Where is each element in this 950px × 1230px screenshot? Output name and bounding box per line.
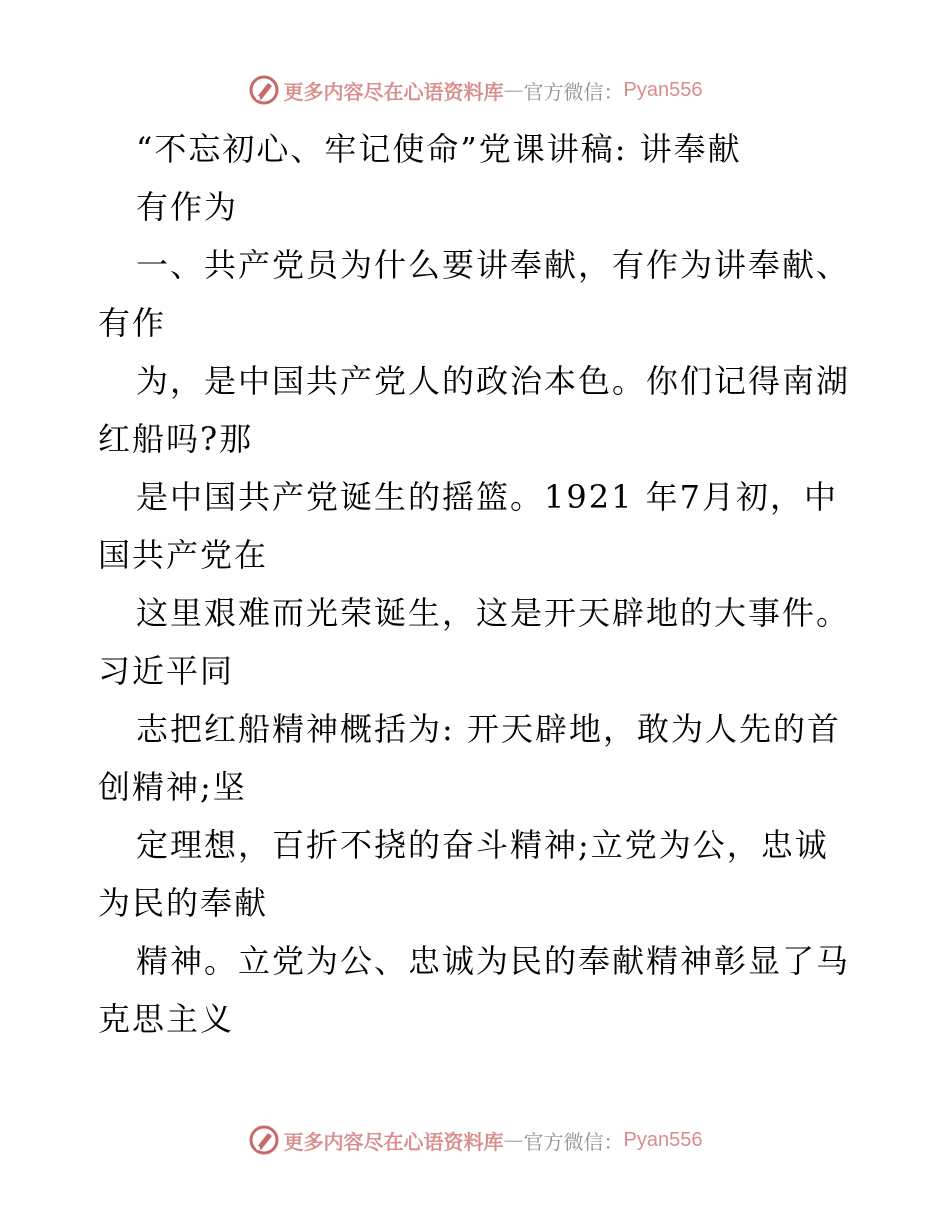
text-line: 红船吗?那	[98, 420, 254, 458]
footer-banner	[0, 1120, 950, 1160]
text-line: 这里艰难而光荣诞生，这是开天辟地的大事件。	[136, 594, 851, 632]
text-line: 克思主义	[98, 1000, 235, 1038]
wechat-label: 官方微信：	[523, 1129, 624, 1154]
header-banner	[0, 70, 950, 110]
document-title: “不忘初心、牢记使命”党课讲稿: 讲奉献	[136, 130, 742, 168]
wechat-id: Pyan556	[623, 78, 703, 101]
wechat-label: 官方微信：	[523, 79, 624, 104]
text-line: 为民的奉献	[98, 884, 269, 922]
text-line: 习近平同	[98, 652, 235, 690]
text-line: 有作	[98, 304, 167, 342]
banner-text: 更多内容尽在心语资料库	[283, 79, 504, 104]
text-line: 志把红船精神概括为: 开天辟地，敢为人先的首	[136, 710, 841, 748]
banner-text: 更多内容尽在心语资料库	[283, 1129, 504, 1154]
text-line: 为，是中国共产党人的政治本色。你们记得南湖	[136, 362, 851, 400]
text-line: 是中国共产党诞生的摇篮。1921 年7月初，中	[136, 478, 838, 516]
pen-logo-icon	[248, 1124, 280, 1156]
text-line: 定理想，百折不挠的奋斗精神;立党为公，忠诚	[136, 826, 829, 864]
text-line: 精神。立党为公、忠诚为民的奉献精神彰显了马	[136, 942, 851, 980]
text-line: 有作为	[136, 188, 239, 226]
text-line: 一、共产党员为什么要讲奉献，有作为讲奉献、	[136, 246, 851, 284]
pen-logo-icon	[248, 74, 280, 106]
banner-separator: —	[503, 1128, 524, 1152]
wechat-id: Pyan556	[623, 1128, 703, 1151]
text-line: 创精神;坚	[98, 768, 247, 806]
banner-separator: —	[503, 78, 524, 102]
document-body	[98, 120, 858, 1048]
text-line: 国共产党在	[98, 536, 269, 574]
